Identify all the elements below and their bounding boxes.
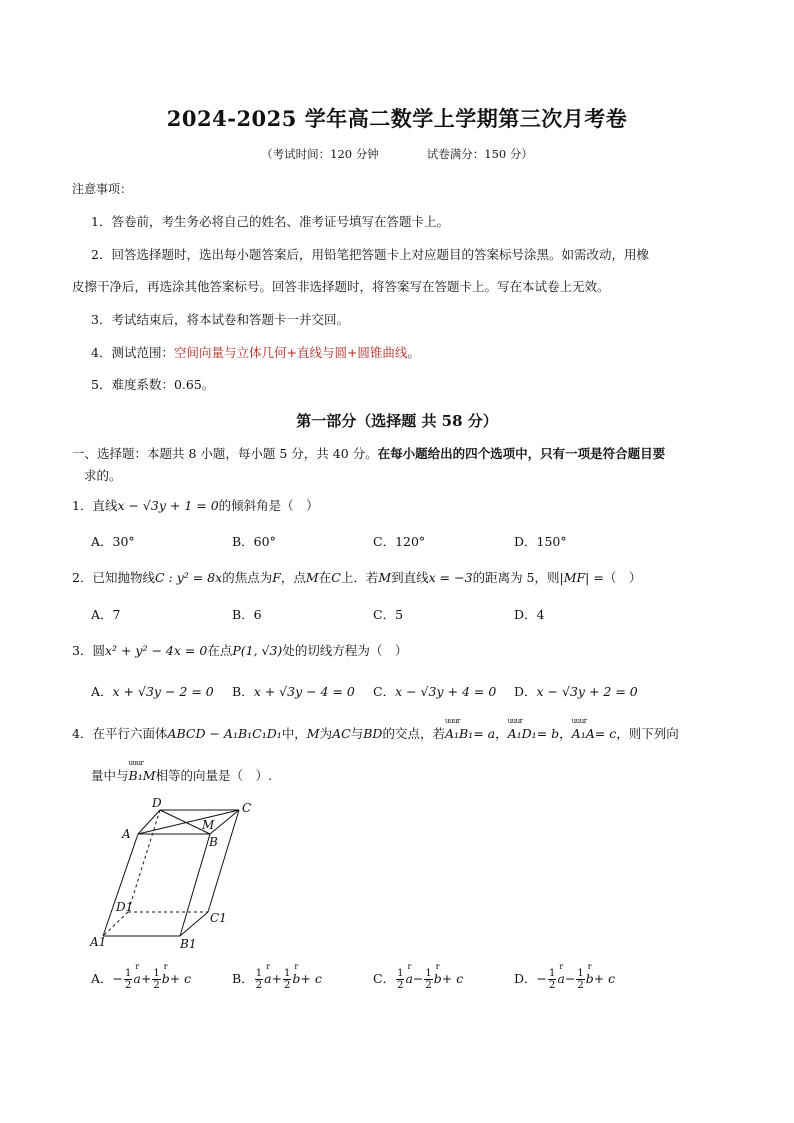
q3-option-b-expr: x + √3y − 4 = 0 <box>253 684 355 699</box>
q4-option-d-label: D． <box>514 971 537 986</box>
q4-option-c-label: C． <box>373 971 396 986</box>
exam-subtitle <box>0 146 794 162</box>
q4-line2-b: 相等的向量是（ ）. <box>155 768 272 783</box>
q2-option-c[interactable]: C．5 <box>373 607 404 622</box>
instr-line2: 求的。 <box>84 468 122 483</box>
frac-den: 2 <box>284 980 291 991</box>
section-title: 第一部分（选择题 共 58 分） <box>296 412 498 430</box>
q2-text-o: （ ） <box>603 570 642 585</box>
frac-den: 2 <box>425 980 432 991</box>
q4-option-a-half-2 <box>152 968 160 991</box>
q1-option-c[interactable]: C．120° <box>373 534 426 549</box>
q3-option-c-label: C． <box>373 684 396 699</box>
q3-point: P(1, √3) <box>232 643 283 658</box>
q4-vector-2-eq: = b <box>536 726 560 741</box>
q4-option-d-half-1 <box>548 968 556 991</box>
q4-option-b-sign2: + <box>271 971 282 986</box>
instr-prefix: 一、选择题：本题共 8 小题，每小题 5 分，共 40 分。 <box>72 446 378 461</box>
frac-num: 1 <box>255 968 263 979</box>
frac-num: 1 <box>153 968 160 979</box>
frac-den: 2 <box>549 980 556 991</box>
q4-option-b-vec-b: r b <box>292 971 300 986</box>
q3-option-b[interactable] <box>232 682 355 700</box>
q3-option-a[interactable] <box>91 682 214 700</box>
instr-bold: 在每小题给出的四个选项中，只有一项是符合题目要 <box>377 446 666 461</box>
q4-option-d-tail: + c <box>593 971 616 986</box>
q3-text-a: 3．圆 <box>72 643 105 658</box>
q4-target-vector: uuur B₁M <box>129 768 156 783</box>
q4-line2-a: 量中与 <box>91 768 129 783</box>
q4-vector-1: uuur A₁B₁ <box>445 726 473 741</box>
q1-option-b[interactable]: B．60° <box>232 534 276 549</box>
q1-option-d[interactable]: D．150° <box>514 534 567 549</box>
q2-point: M <box>305 570 319 585</box>
q4-vector-3-eq: = c <box>594 726 617 741</box>
q2-distance: |MF| = <box>559 570 604 585</box>
q4-option-a-label: A． <box>91 971 113 986</box>
q2-point-2: M <box>378 570 392 585</box>
note-2a: 2．回答选择题时，选出每小题答案后，用铅笔把答题卡上对应题目的答案标号涂黑。如需改动，用橡 <box>91 247 649 262</box>
q4-option-d-sign1: − <box>536 971 548 986</box>
q1-tail: 的倾斜角是（ ） <box>218 498 319 513</box>
q4-text-c: 中， <box>281 726 307 741</box>
q4-option-c-sign2: − <box>412 971 424 986</box>
q2-option-a[interactable]: A．7 <box>91 607 121 622</box>
q4-option-d-vec-a: r a <box>557 971 564 986</box>
label-C: C <box>242 801 252 815</box>
q4-option-a-tail: + c <box>169 971 192 986</box>
question-4-line-2 <box>91 766 272 784</box>
q4-option-c-tail: + c <box>441 971 464 986</box>
frac-num: 1 <box>549 968 556 979</box>
q4-text-g: 与 <box>350 726 364 741</box>
question-1 <box>72 496 319 514</box>
label-C1: C1 <box>210 911 227 925</box>
q3-option-a-expr: x + √3y − 2 = 0 <box>112 684 214 699</box>
frac-num: 1 <box>125 968 132 979</box>
label-B: B <box>209 835 218 849</box>
q4-text-e: 为 <box>319 726 333 741</box>
question-4 <box>72 724 679 742</box>
q3-option-d[interactable] <box>514 682 638 700</box>
parallelepiped-figure <box>88 796 268 956</box>
q4-option-a-sign2: + <box>140 971 152 986</box>
frac-den: 2 <box>397 980 404 991</box>
frac-den: 2 <box>153 980 160 991</box>
q4-vector-3: uuur A₁A <box>572 726 595 741</box>
frac-den: 2 <box>255 980 263 991</box>
q4-option-c-half-1 <box>396 968 404 991</box>
q3-option-b-label: B． <box>232 684 254 699</box>
label-D: D <box>152 796 162 810</box>
q4-sep-1: ， <box>495 726 508 741</box>
q4-option-d-vec-b: r b <box>586 971 594 986</box>
note-4 <box>91 343 420 361</box>
q4-sep-2: ， <box>559 726 572 741</box>
q2-text-k: 到直线 <box>391 570 429 585</box>
frac-den: 2 <box>125 980 132 991</box>
q4-option-a-sign1: − <box>112 971 124 986</box>
q4-option-d-sign2: − <box>564 971 576 986</box>
q3-option-d-expr: x − √3y + 2 = 0 <box>536 684 638 699</box>
q2-text-i: 上．若 <box>340 570 379 585</box>
q2-text-m: 的距离为 5，则 <box>472 570 560 585</box>
q2-text-e: ，点 <box>280 570 306 585</box>
q3-circle: x² + y² − 4x = 0 <box>104 643 208 658</box>
q4-vector-1-eq: = a <box>473 726 496 741</box>
label-D1: D1 <box>116 900 134 914</box>
q4-option-b-vec-a: r a <box>264 971 271 986</box>
q3-option-d-label: D． <box>514 684 537 699</box>
label-A1: A1 <box>90 935 107 949</box>
frac-num: 1 <box>577 968 584 979</box>
q2-focus: F <box>272 570 281 585</box>
q2-option-d[interactable]: D．4 <box>514 607 545 622</box>
q4-solid: ABCD − A₁B₁C₁D₁ <box>167 726 282 741</box>
note-4-prefix: 4．测试范围： <box>91 345 174 360</box>
question-2 <box>72 568 641 586</box>
q2-text-c: 的焦点为 <box>222 570 273 585</box>
q4-option-a[interactable] <box>91 968 191 991</box>
q3-option-a-label: A． <box>91 684 113 699</box>
question-3 <box>72 641 407 659</box>
q4-option-c[interactable] <box>373 968 463 991</box>
label-A: A <box>122 827 131 841</box>
q4-option-d-half-2 <box>576 968 584 991</box>
q3-option-c[interactable] <box>373 682 496 700</box>
q4-option-a-half-1 <box>124 968 132 991</box>
exam-time: （考试时间：120 分钟 <box>261 147 379 161</box>
q4-option-a-vec-a: r a <box>133 971 140 986</box>
q4-option-b-label: B． <box>232 971 254 986</box>
q2-text-g: 在 <box>318 570 332 585</box>
q4-option-b-half-1 <box>255 968 263 991</box>
q4-option-c-vec-a: r a <box>405 971 412 986</box>
q3-text-c: 在点 <box>207 643 233 658</box>
q2-text-a: 2．已知抛物线 <box>72 570 155 585</box>
q2-curve: C : y² = 8x <box>154 570 223 585</box>
q4-text-j: ，则下列向 <box>616 726 679 741</box>
q3-option-c-expr: x − √3y + 4 = 0 <box>395 684 497 699</box>
q4-option-c-half-2 <box>424 968 432 991</box>
exam-title: 2024-2025 学年高二数学上学期第三次月考卷 <box>166 106 628 131</box>
q4-option-b-tail: + c <box>300 971 322 986</box>
note-4-range: 空间向量与立体几何+直线与圆+圆锥曲线 <box>173 345 408 360</box>
q2-curve-name: C <box>331 570 341 585</box>
note-4-suffix: 。 <box>407 345 420 360</box>
q4-option-b[interactable] <box>232 968 322 991</box>
q4-point: M <box>306 726 320 741</box>
frac-num: 1 <box>284 968 291 979</box>
q2-option-b[interactable]: B．6 <box>232 607 262 622</box>
q4-diag-1: AC <box>332 726 351 741</box>
q4-diag-2: BD <box>363 726 383 741</box>
note-2b: 皮擦干净后，再选涂其他答案标号。回答非选择题时，将答案写在答题卡上。写在本试卷上无效。 <box>72 279 610 294</box>
q3-text-e: 处的切线方程为（ ） <box>282 643 408 658</box>
frac-num: 1 <box>397 968 404 979</box>
q4-option-b-half-2 <box>283 968 291 991</box>
q4-vector-2: uuur A₁D₁ <box>508 726 537 741</box>
exam-score: 试卷满分：150 分） <box>426 147 533 161</box>
frac-den: 2 <box>577 980 584 991</box>
section-instructions <box>72 443 727 487</box>
label-B1: B1 <box>180 937 197 951</box>
q4-option-c-vec-b: r b <box>434 971 442 986</box>
q2-line: x = −3 <box>428 570 473 585</box>
q4-text-a: 4．在平行六面体 <box>72 726 168 741</box>
q4-option-d[interactable] <box>514 968 615 991</box>
notes-heading: 注意事项： <box>72 182 133 196</box>
q4-text-i: 的交点，若 <box>382 726 445 741</box>
note-1: 1．答卷前，考生务必将自己的姓名、准考证号填写在答题卡上。 <box>91 214 449 229</box>
note-3: 3．考试结束后，将本试卷和答题卡一并交回。 <box>91 312 349 327</box>
note-5: 5．难度系数：0.65。 <box>91 377 215 392</box>
q4-option-a-vec-b: r b <box>162 971 170 986</box>
frac-num: 1 <box>425 968 432 979</box>
q1-expr: x − √3y + 1 = 0 <box>117 498 219 513</box>
q1-num: 1．直线 <box>72 498 118 513</box>
label-M: M <box>202 818 215 832</box>
q1-option-a[interactable]: A．30° <box>91 534 135 549</box>
